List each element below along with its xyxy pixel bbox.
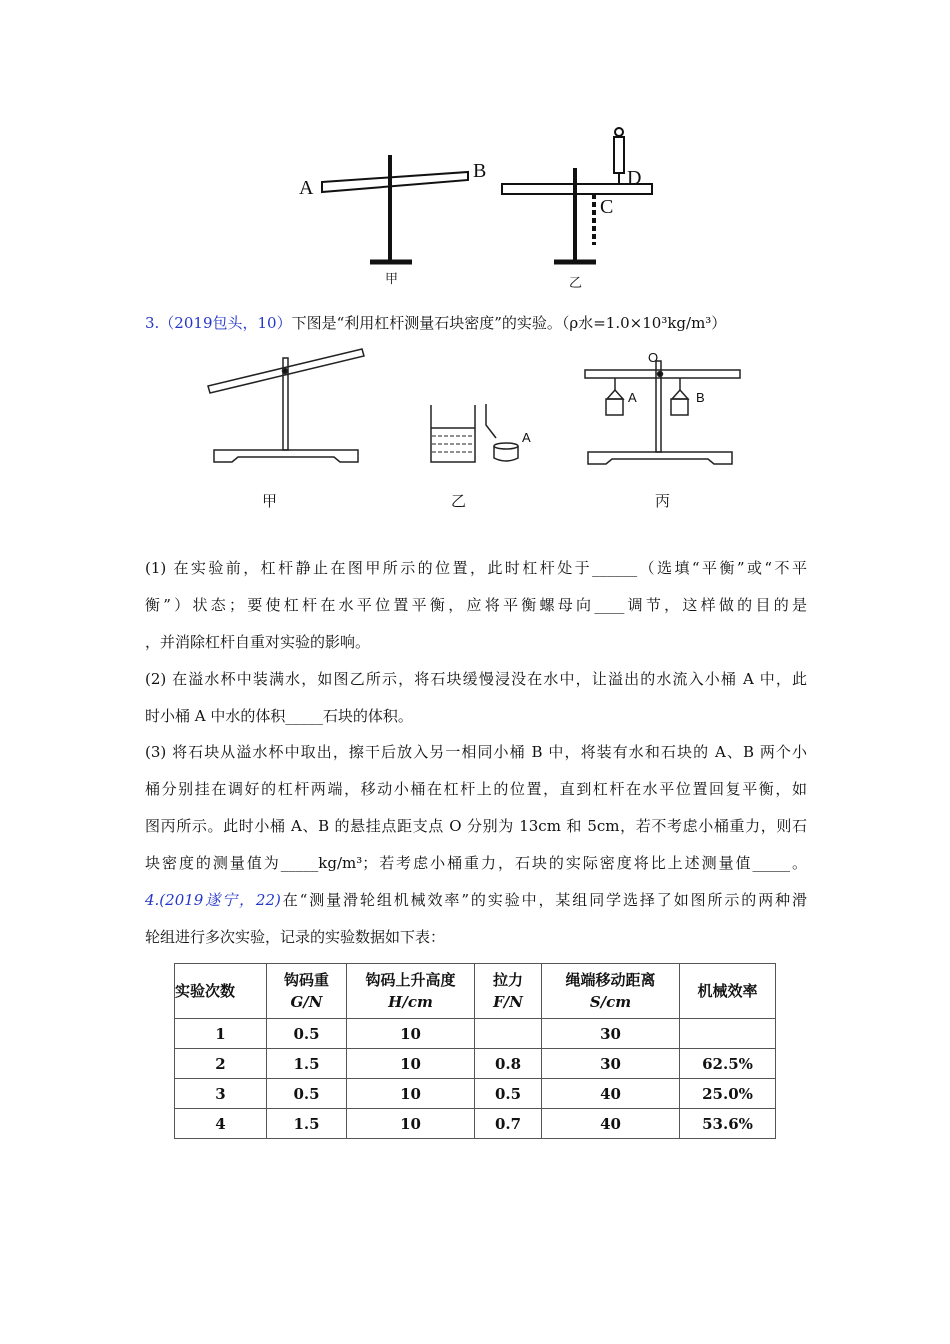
cell: 0.8 [475,1049,542,1079]
caption-bing: 丙 [655,493,671,510]
cell [680,1019,776,1049]
header-weight: 钩码重 G/N [267,964,347,1019]
header-force: 拉力 F/N [475,964,542,1019]
q4-line-1 [145,890,807,910]
cell: 25.0% [680,1079,776,1109]
cell: 0.5 [267,1079,347,1109]
lever-figure-q3 [0,0,950,520]
table-row [175,1109,776,1139]
label-a: A [299,177,314,199]
cell: 10 [347,1049,475,1079]
cell: 3 [175,1079,267,1109]
caption-yi: 乙 [451,493,467,510]
cell: 0.7 [475,1109,542,1139]
q3-line-2: 衡”）状态；要使杠杆在水平位置平衡，应将平衡螺母向____调节，这样做的目的是 [145,596,807,614]
q3-line-7: 桶分别挂在调好的杠杆两端，移动小桶在杠杆上的位置，直到杠杆在水平位置回复平衡，如 [145,780,807,798]
q3-line-1: (1) 在实验前，杠杆静止在图甲所示的位置，此时杠杆处于______（选填“平衡”或“不平 [145,559,807,577]
q3-line-6: (3) 将石块从溢水杯中取出，擦干后放入另一相同小桶 B 中，将装有水和石块的 A、B 两个小 [145,743,807,761]
table-row [175,1079,776,1109]
header-distance: 绳端移动距离 S/cm [542,964,680,1019]
question-3-number: 3.（2019包头，10） [145,314,292,332]
header-height: 钩码上升高度 H/cm [347,964,475,1019]
cell: 2 [175,1049,267,1079]
q4-line-2: 轮组进行多次实验，记录的实验数据如下表： [145,928,446,946]
cell: 62.5% [680,1049,776,1079]
cell: 1.5 [267,1049,347,1079]
q3-line-4: (2) 在溢水杯中装满水，如图乙所示，将石块缓慢浸没在水中，让溢出的水流入小桶 A 中，此 [145,670,807,688]
cell: 0.5 [475,1079,542,1109]
question-3-stem: 下图是“利用杠杆测量石块密度”的实验。（ρ水=1.0×10³kg/m³） [291,314,727,332]
cell: 10 [347,1079,475,1109]
label-b-bucket: B [696,390,705,405]
table-row [175,1049,776,1079]
cell: 0.5 [267,1019,347,1049]
cell: 1 [175,1019,267,1049]
label-a-bucket: A [628,390,637,405]
table-header-row [175,964,776,1019]
label-c: C [600,196,614,218]
cell: 40 [542,1079,680,1109]
question-4-stem: 在“测量滑轮组机械效率”的实验中，某组同学选择了如图所示的两种滑 [280,891,807,909]
cell: 10 [347,1109,475,1139]
cell [475,1019,542,1049]
caption-yi-top: 乙 [569,275,583,290]
cell: 10 [347,1019,475,1049]
question-4-number: 4.(2019遂宁，22) [145,891,281,909]
caption-jia: 甲 [262,493,278,510]
q3-line-5: 时小桶 A 中水的体积_____石块的体积。 [145,707,413,725]
cell: 40 [542,1109,680,1139]
label-o: O [648,350,659,365]
header-efficiency: 机械效率 [680,964,776,1019]
label-b: B [473,160,487,182]
q3-line-8: 图丙所示。此时小桶 A、B 的悬挂点距支点 O 分别为 13cm 和 5cm，若不考虑小桶重力，则石 [145,817,807,835]
cell: 1.5 [267,1109,347,1139]
table-row [175,1019,776,1049]
experiment-data-table [174,963,776,1139]
cell: 30 [542,1019,680,1049]
cell: 30 [542,1049,680,1079]
cell: 53.6% [680,1109,776,1139]
label-d: D [627,167,642,189]
q3-line-3: ，并消除杠杆自重对实验的影响。 [145,633,371,651]
cell: 4 [175,1109,267,1139]
header-trial: 实验次数 [175,964,267,1019]
q3-line-9: 块密度的测量值为_____kg/m³；若考虑小桶重力，石块的实际密度将比上述测量值_____。 [145,854,807,872]
label-a-cup: A [522,430,531,445]
caption-jia-top: 甲 [385,271,399,286]
